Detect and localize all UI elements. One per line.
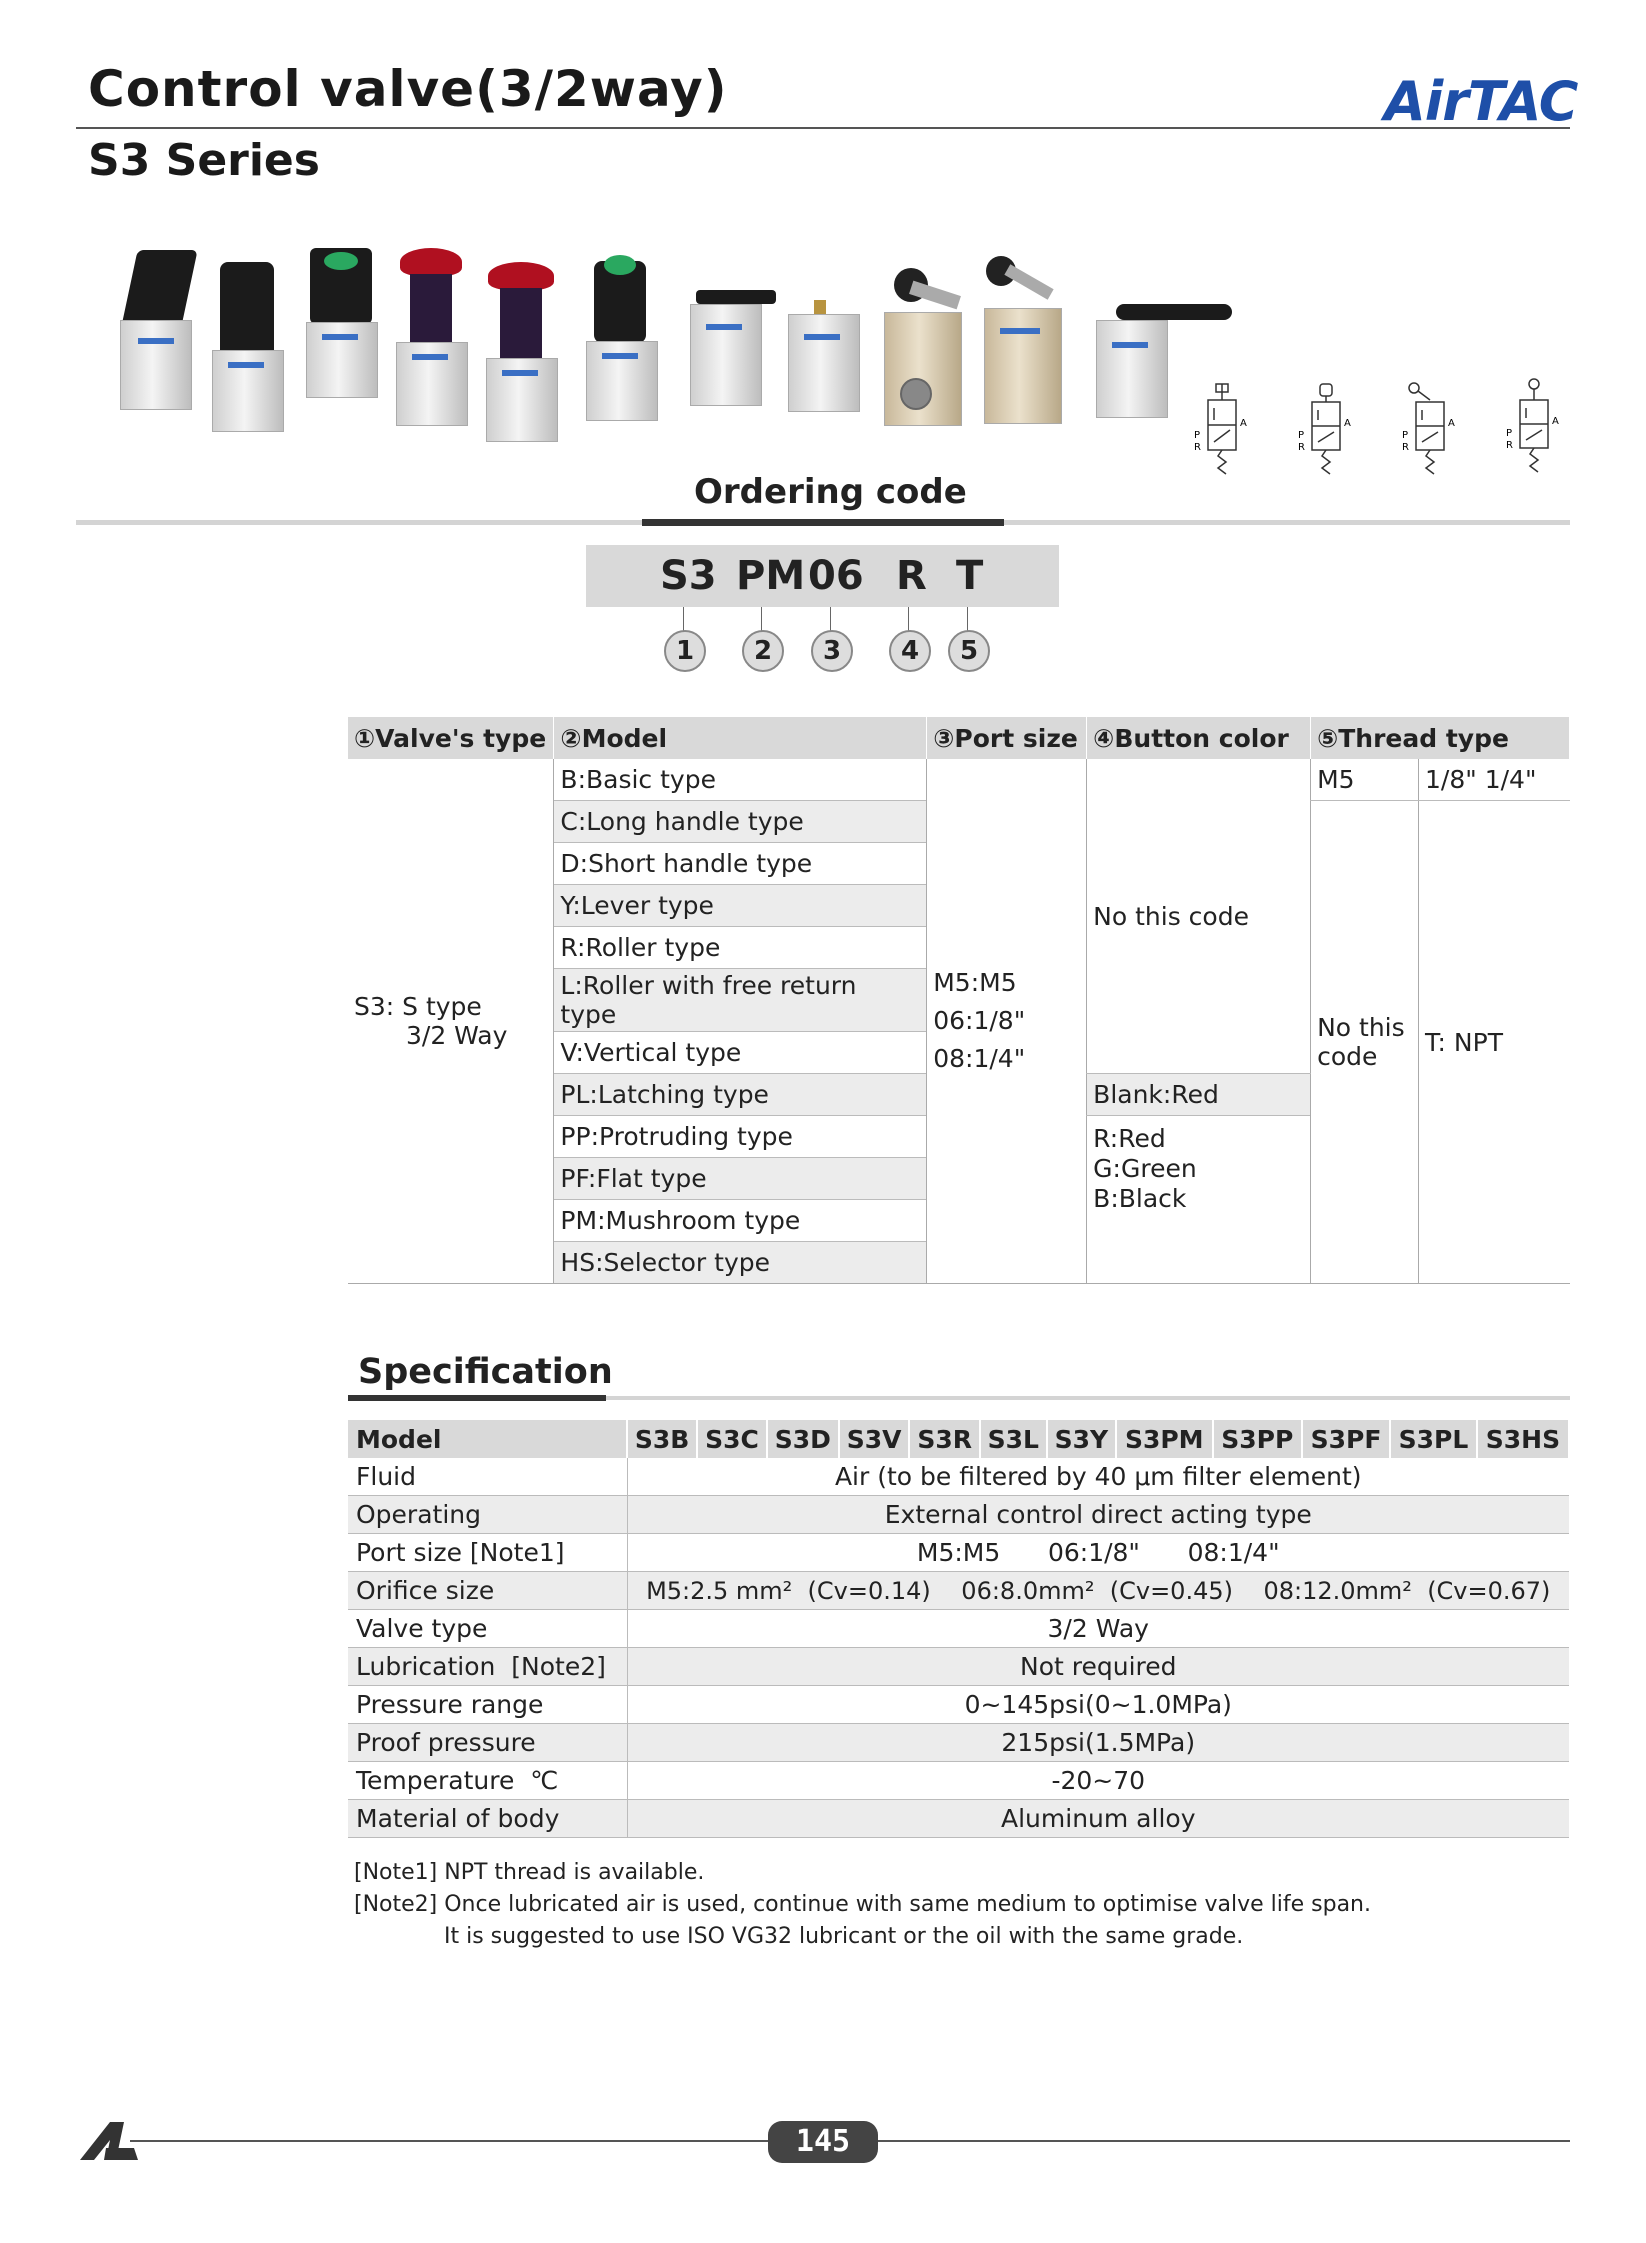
spec-model-label: Model xyxy=(348,1420,627,1458)
svg-text:R: R xyxy=(1506,440,1513,451)
svg-text:A: A xyxy=(1240,418,1247,429)
specification-title: Specification xyxy=(358,1352,613,1392)
spec-model: S3D xyxy=(767,1420,839,1458)
spec-value: External control direct acting type xyxy=(627,1496,1569,1534)
spec-model: S3PL xyxy=(1390,1420,1477,1458)
spec-value: Air (to be filtered by 40 μm filter element) xyxy=(627,1458,1569,1496)
header-valve-type: ①Valve's type xyxy=(348,717,554,759)
model-item: PP:Protruding type xyxy=(554,1116,927,1158)
port-size-option: 08:1/4" xyxy=(933,1044,1026,1073)
product-image-roller-free-return xyxy=(980,256,1080,426)
spec-row xyxy=(348,1686,1569,1724)
valve-type-name: S3: S type xyxy=(354,992,482,1021)
note-2: [Note2] Once lubricated air is used, continue with same medium to optimise valve life span. xyxy=(354,1892,1371,1917)
spec-label: Port size [Note1] xyxy=(348,1534,627,1572)
spec-model: S3Y xyxy=(1047,1420,1116,1458)
spec-row xyxy=(348,1496,1569,1534)
spec-value: 215psi(1.5MPa) xyxy=(627,1724,1569,1762)
product-image-basic xyxy=(784,300,864,415)
svg-text:P: P xyxy=(1506,428,1513,439)
ordering-table-header xyxy=(348,717,1570,759)
spec-model: S3B xyxy=(627,1420,697,1458)
code-number-5: 5 xyxy=(948,630,990,672)
spec-model: S3PP xyxy=(1213,1420,1302,1458)
code-part-thread: T xyxy=(956,553,984,599)
product-image-mushroom-red xyxy=(394,248,474,428)
spec-row xyxy=(348,1458,1569,1496)
port-size-option: M5:M5 xyxy=(933,968,1017,997)
svg-text:A: A xyxy=(1344,418,1351,429)
product-image-mushroom-red-2 xyxy=(484,262,564,442)
spec-label: Proof pressure xyxy=(348,1724,627,1762)
thread-m5: M5 xyxy=(1311,759,1419,801)
header-button-color: ④Button color xyxy=(1087,717,1311,759)
spec-value: M5:2.5 mm² (Cv=0.14) 06:8.0mm² (Cv=0.45) 08:12.0mm² (Cv=0.67) xyxy=(627,1572,1569,1610)
model-item: PM:Mushroom type xyxy=(554,1200,927,1242)
spec-row xyxy=(348,1610,1569,1648)
page-subtitle: S3 Series xyxy=(88,135,320,186)
spec-model: S3R xyxy=(909,1420,979,1458)
model-item: Y:Lever type xyxy=(554,885,927,927)
spec-label: Pressure range xyxy=(348,1686,627,1724)
product-image-green xyxy=(582,255,662,420)
svg-text:R: R xyxy=(1298,442,1305,453)
svg-text:P: P xyxy=(1298,430,1305,441)
model-item: R:Roller type xyxy=(554,927,927,969)
valve-type-way: 3/2 Way xyxy=(406,1021,508,1050)
spec-value: Aluminum alloy xyxy=(627,1800,1569,1838)
spec-label: Fluid xyxy=(348,1458,627,1496)
svg-text:A: A xyxy=(1552,416,1559,427)
valve-symbol-button xyxy=(1296,380,1356,490)
button-color-option: G:Green xyxy=(1093,1154,1197,1183)
thread-sizes: 1/8" 1/4" xyxy=(1419,759,1570,801)
button-color-option: R:Red xyxy=(1093,1124,1166,1153)
spec-model: S3L xyxy=(980,1420,1047,1458)
svg-text:P: P xyxy=(1194,430,1201,441)
ordering-table xyxy=(348,717,1570,1284)
valve-symbol-mushroom xyxy=(1192,380,1252,490)
model-item: HS:Selector type xyxy=(554,1242,927,1284)
code-part-color: R xyxy=(896,553,927,599)
valve-symbol-roller xyxy=(1400,380,1460,490)
spec-row xyxy=(348,1534,1569,1572)
spec-value: Not required xyxy=(627,1648,1569,1686)
code-part-series: S3 xyxy=(660,553,717,599)
product-image-flat xyxy=(302,248,382,398)
port-size-cell xyxy=(927,759,1087,1284)
spec-model: S3C xyxy=(697,1420,766,1458)
title-divider xyxy=(76,127,1570,129)
spec-value: M5:M5 06:1/8" 08:1/4" xyxy=(627,1534,1569,1572)
model-item: L:Roller with free return type xyxy=(554,969,927,1032)
header-thread-type: ⑤Thread type xyxy=(1311,717,1570,759)
model-item: D:Short handle type xyxy=(554,843,927,885)
ordering-code-title: Ordering code xyxy=(694,472,967,512)
thread-npt: T: NPT xyxy=(1419,801,1570,1284)
svg-text:R: R xyxy=(1194,442,1201,453)
spec-model: S3V xyxy=(839,1420,910,1458)
note-1: [Note1] NPT thread is available. xyxy=(354,1860,705,1885)
spec-label: Orifice size xyxy=(348,1572,627,1610)
button-color-blank: Blank:Red xyxy=(1087,1074,1311,1116)
button-color-none: No this code xyxy=(1087,759,1311,1074)
code-number-2: 2 xyxy=(742,630,784,672)
spec-row xyxy=(348,1762,1569,1800)
brand-logo: AirTAC xyxy=(1384,70,1578,133)
model-item: C:Long handle type xyxy=(554,801,927,843)
button-color-option: B:Black xyxy=(1093,1184,1187,1213)
svg-text:P: P xyxy=(1402,430,1409,441)
model-item: PF:Flat type xyxy=(554,1158,927,1200)
spec-label: Operating xyxy=(348,1496,627,1534)
model-item: B:Basic type xyxy=(554,759,927,801)
code-part-port: 06 xyxy=(808,553,864,599)
svg-text:A: A xyxy=(1448,418,1455,429)
spec-header-row xyxy=(348,1420,1569,1458)
thread-none: No this code xyxy=(1311,801,1419,1284)
specification-table xyxy=(348,1420,1570,1838)
header-port-size: ③Port size xyxy=(927,717,1087,759)
page-title: Control valve(3/2way) xyxy=(88,60,728,118)
spec-label: Lubrication [Note2] xyxy=(348,1648,627,1686)
header-model: ②Model xyxy=(554,717,927,759)
port-size-option: 06:1/8" xyxy=(933,1006,1026,1035)
product-image-selector xyxy=(208,262,288,432)
spec-row xyxy=(348,1724,1569,1762)
spec-value: -20~70 xyxy=(627,1762,1569,1800)
spec-model: S3PM xyxy=(1116,1420,1213,1458)
specification-divider-accent xyxy=(348,1395,606,1401)
spec-model: S3HS xyxy=(1477,1420,1569,1458)
model-item: V:Vertical type xyxy=(554,1032,927,1074)
ordering-divider-accent xyxy=(642,519,1004,526)
spec-model: S3PF xyxy=(1302,1420,1390,1458)
code-part-model: PM xyxy=(736,553,806,599)
button-color-options xyxy=(1087,1116,1311,1284)
svg-text:R: R xyxy=(1402,442,1409,453)
spec-row xyxy=(348,1648,1569,1686)
spec-row xyxy=(348,1800,1569,1838)
spec-label: Valve type xyxy=(348,1610,627,1648)
code-number-3: 3 xyxy=(811,630,853,672)
product-image-lever xyxy=(686,290,786,410)
product-image-handle xyxy=(120,250,200,410)
valve-type-cell xyxy=(348,759,554,1284)
valve-symbol-roller-vertical xyxy=(1504,376,1564,486)
spec-value: 0~145psi(0~1.0MPa) xyxy=(627,1686,1569,1724)
spec-value: 3/2 Way xyxy=(627,1610,1569,1648)
product-image-roller xyxy=(880,268,980,428)
model-item: PL:Latching type xyxy=(554,1074,927,1116)
spec-row xyxy=(348,1572,1569,1610)
spec-label: Temperature ℃ xyxy=(348,1762,627,1800)
spec-label: Material of body xyxy=(348,1800,627,1838)
code-number-1: 1 xyxy=(664,630,706,672)
page-number: 145 xyxy=(768,2121,878,2163)
note-2-continued: It is suggested to use ISO VG32 lubricant or the oil with the same grade. xyxy=(444,1924,1244,1949)
code-number-4: 4 xyxy=(889,630,931,672)
